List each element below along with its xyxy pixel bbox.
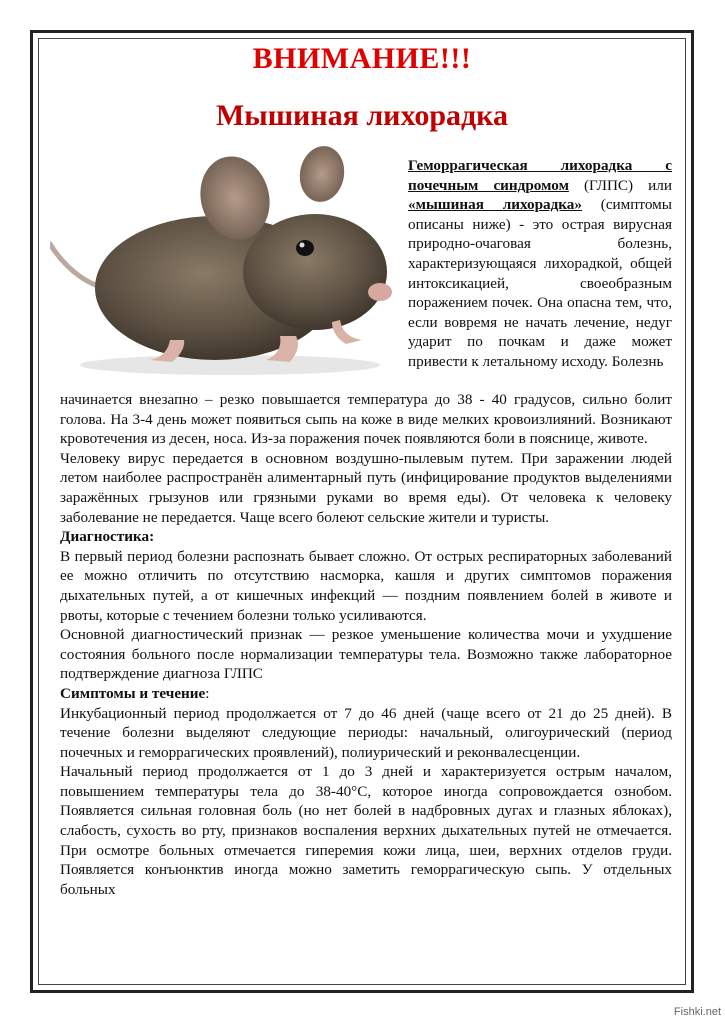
article-body <box>60 390 672 899</box>
paragraph-diagnostics-2: Основной диагностический признак — резкое уменьшение количества мочи и ухудшение состояния больного после нормализации температуры тела. Возможно также лабораторное подтверждение диагноза ГЛПС <box>60 626 672 683</box>
paragraph-initial-period: Начальный период продолжается от 1 до 3 дней и характеризуется острым началом, повышением температуры тела до 38-40°С, которое иногда сопровождается ознобом. Появляется сильная головная боль (но нет болей в надбровных дугах и глазных яблоках), слабость, сухость во рту, признаков воспаления верхних дыхательных путей не отмечается. При осмотре больных отмечается гиперемия кожи лица, шеи, верхних отделов груди. Появляется конъюнктив иногда можно заметить геморрагическую сыпь. У отдельных больных <box>60 763 672 898</box>
heading-symptoms-colon: : <box>205 684 210 702</box>
heading-diagnostics: Диагностика: <box>60 528 155 546</box>
paragraph-diagnostics-1: В первый период болезни распознать бывает сложно. От острых респираторных заболеваний ее можно отличить по отсутствию насморка, кашля и других симптомов поражения дыхательных путей, а от кишечных инфекций — поздним появлением болей в животе и рвоты, которые с течением болезни только усиливаются. <box>60 547 672 624</box>
intro-text: (симптомы описаны ниже) - это острая вирусная природно-очаговая болезнь, характеризующаяся лихорадкой, общей интоксикацией, своеобразным поражением почек. Она опасна тем, что, если вовремя не начать лечение, недуг ударит по почкам и даже может привести к летальному исходу. Болезнь <box>408 196 672 370</box>
mouse-image <box>50 140 400 380</box>
page-title: ВНИМАНИЕ!!! <box>252 42 472 75</box>
page-subtitle: Мышиная лихорадка <box>215 99 509 132</box>
paragraph-onset: начинается внезапно – резко повышается температура до 38 - 40 градусов, сильно болит голова. На 3-4 день может появиться сыпь на коже в виде мелких кровоизлияний. Возникают кровотечения из десен, носа. Из-за поражения почек появляются боли в пояснице, животе. <box>60 391 672 448</box>
paragraph-transmission: Человеку вирус передается в основном воздушно-пылевым путем. При заражении людей летом наиболее распространён алиментарный путь (инфицирование продуктов выделениями заражённых грызунов или грязными руками во время еды). От человека к человеку заболевание не передается. Чаще всего болеют сельские жители и туристы. <box>60 449 672 526</box>
disease-term-mouse-fever: «мышиная лихорадка» <box>408 196 582 214</box>
intro-paragraph <box>408 156 672 372</box>
heading-symptoms <box>60 684 672 704</box>
disease-term-hfrs: Геморрагическая лихорадка с почечным синдромом <box>408 157 672 194</box>
watermark: Fishki.net <box>673 1006 721 1018</box>
paragraph-incubation: Инкубационный период продолжается от 7 до 46 дней (чаще всего от 21 до 25 дней). В течение болезни выделяют следующие периоды: начальный, олигоурический (период почечных и геморрагических проявлений), полиурический и реконвалесценции. <box>60 704 672 761</box>
heading-symptoms-text: Симптомы и течение <box>60 684 206 702</box>
disease-abbreviation: (ГЛПС) или <box>568 176 672 194</box>
